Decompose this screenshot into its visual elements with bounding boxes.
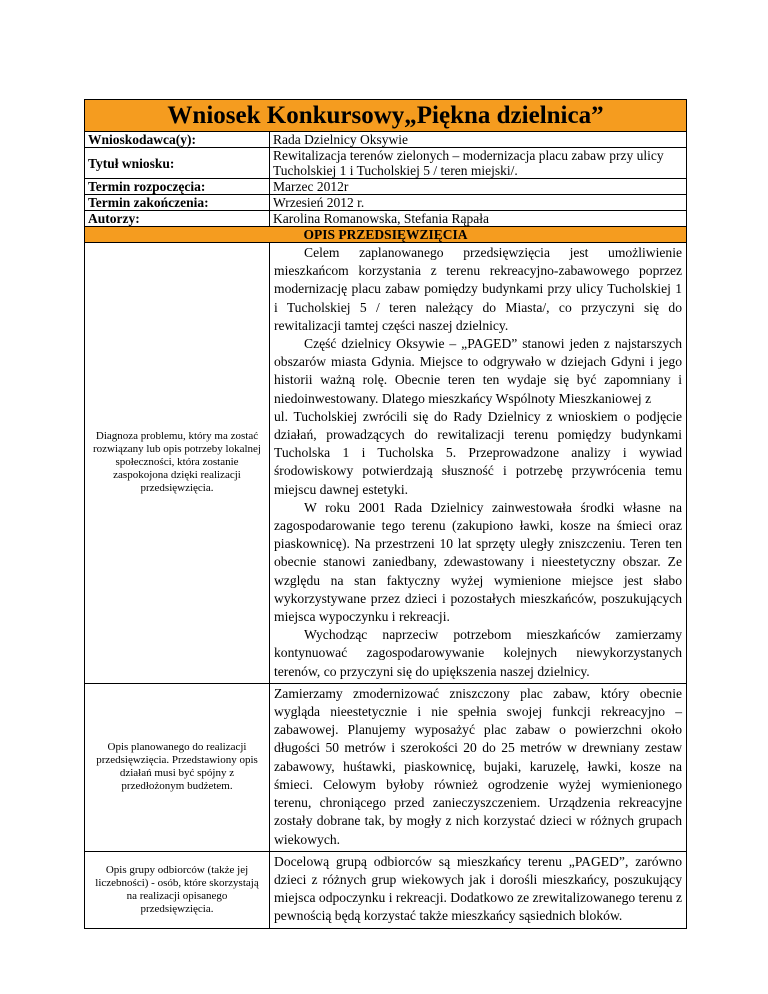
diagnosis-paragraph: Część dzielnicy Oksywie – „PAGED” stanowi jeden z najstarszych obszarów miasta Gdynia. Miejsce to odgrywało w dziejach Gdyni i jego historii ważną rolę. Obecnie teren ten wydaje się być zapomniany i niedoinwestowany. Dlatego mieszkańcy Wspólnoty Mieszkaniowej z xyxy=(274,336,683,406)
start-date-row xyxy=(85,179,687,195)
actions-row xyxy=(85,683,687,851)
authors-label: Autorzy: xyxy=(85,211,270,227)
end-date-value: Wrzesień 2012 r. xyxy=(270,195,687,211)
applicant-value: Rada Dzielnicy Oksywie xyxy=(270,132,687,148)
diagnosis-paragraph: Celem zaplanowanego przedsięwzięcia jest umożliwienie mieszkańcom korzystania z terenu rekreacyjno-zabawowego poprzez modernizację placu zabaw pomiędzy budynkami przy ulicy Tucholskiej 1 i Tucholskiej 5 / teren należący do Miasta/, co przyczyni się do rewitalizacji tamtej części naszej dzielnicy. xyxy=(274,245,683,333)
recipients-label: Opis grupy odbiorców (także jej liczebności) - osób, które skorzystają na realizacji opisanego przedsięwzięcia. xyxy=(85,851,270,928)
recipients-paragraph: Docelową grupą odbiorców są mieszkańcy terenu „PAGED”, zarówno dzieci z różnych grup wiekowych jak i dorośli mieszkańcy, poszukujący miejsca odpoczynku i rekreacji. Dodatkowo ze zrewitalizowanego terenu z pewnością będą korzystać także mieszkańcy sąsiednich bloków. xyxy=(274,853,683,924)
actions-paragraph: Zamierzamy zmodernizować zniszczony plac zabaw, który obecnie wygląda nieestetycznie i nie spełnia swojej funkcji rekreacyjno – zabawowej. Planujemy wyposażyć plac zabaw o powierzchni około długości 50 metrów i szerokości 20 do 25 metrów w drewniany zestaw zabawowy, huśtawki, piaskownicę, bujaki, karuzelę, ławki, kosze na śmieci. Celowym byłoby również ogrodzenie wyżej wymienionego terenu, chroniącego przed zanieczyszczeniem. Urządzenia rekreacyjne zostały dobrane tak, by mogły z nich korzystać dzieci w różnych grupach wiekowych. xyxy=(274,685,683,847)
diagnosis-text xyxy=(270,243,687,684)
form-title: Wniosek Konkursowy„Piękna dzielnica” xyxy=(85,100,687,132)
applicant-label: Wnioskodawca(y): xyxy=(85,132,270,148)
start-date-value: Marzec 2012r xyxy=(270,179,687,195)
diagnosis-paragraph: Wychodząc naprzeciw potrzebom mieszkańców zamierzamy kontynuować zagospodarowywanie kolejnych niewykorzystanych terenów, co przyczyni się do upiększenia naszej dzielnicy. xyxy=(274,627,683,679)
diagnosis-row xyxy=(85,243,687,684)
authors-row xyxy=(85,211,687,227)
recipients-text xyxy=(270,851,687,928)
project-title-label: Tytuł wniosku: xyxy=(85,148,270,179)
project-title-row xyxy=(85,148,687,179)
project-title-value: Rewitalizacja terenów zielonych – modernizacja placu zabaw przy ulicy Tucholskiej 1 i Tucholskiej 5 / teren miejski/. xyxy=(270,148,687,179)
diagnosis-paragraph: W roku 2001 Rada Dzielnicy zainwestowała środki własne na zagospodarowanie tego terenu (zakupiono ławki, kosze na śmieci oraz piaskownicę). Na przestrzeni 10 lat sprzęty uległy zniszczeniu. Teren ten obecnie stanowi zaniedbany, zdewastowany i nieestetyczny obszar. Ze względu na stan faktyczny wyżej wymienione miejsce jest słabo wykorzystywane przez dzieci i pozostałych mieszkańców, poszukujących miejsca wypoczynku i rekreacji. xyxy=(274,499,683,625)
end-date-row xyxy=(85,195,687,211)
authors-value: Karolina Romanowska, Stefania Rąpała xyxy=(270,211,687,227)
title-row xyxy=(85,100,687,132)
start-date-label: Termin rozpoczęcia: xyxy=(85,179,270,195)
section-heading-row xyxy=(85,227,687,243)
recipients-row xyxy=(85,851,687,928)
application-form xyxy=(84,99,686,929)
applicant-row xyxy=(85,132,687,148)
application-table xyxy=(84,99,687,929)
section-heading: OPIS PRZEDSIĘWZIĘCIA xyxy=(85,227,687,243)
diagnosis-paragraph: ul. Tucholskiej zwrócili się do Rady Dzielnicy z wnioskiem o podjęcie działań, prowadzących do rewitalizacji terenu pomiędzy budynkami Tucholska 1 i Tucholska 5. Przeprowadzone analizy i wywiad środowiskowy potwierdzają słuszność i potrzebę przywrócenia temu miejscu dawnej estetyki. xyxy=(274,408,683,497)
actions-label: Opis planowanego do realizacji przedsięwzięcia. Przedstawiony opis działań musi być spójny z przedłożonym budżetem. xyxy=(85,683,270,851)
end-date-label: Termin zakończenia: xyxy=(85,195,270,211)
actions-text xyxy=(270,683,687,851)
diagnosis-label: Diagnoza problemu, który ma zostać rozwiązany lub opis potrzeby lokalnej społeczności, która zostanie zaspokojona dzięki realizacji przedsięwzięcia. xyxy=(85,243,270,684)
